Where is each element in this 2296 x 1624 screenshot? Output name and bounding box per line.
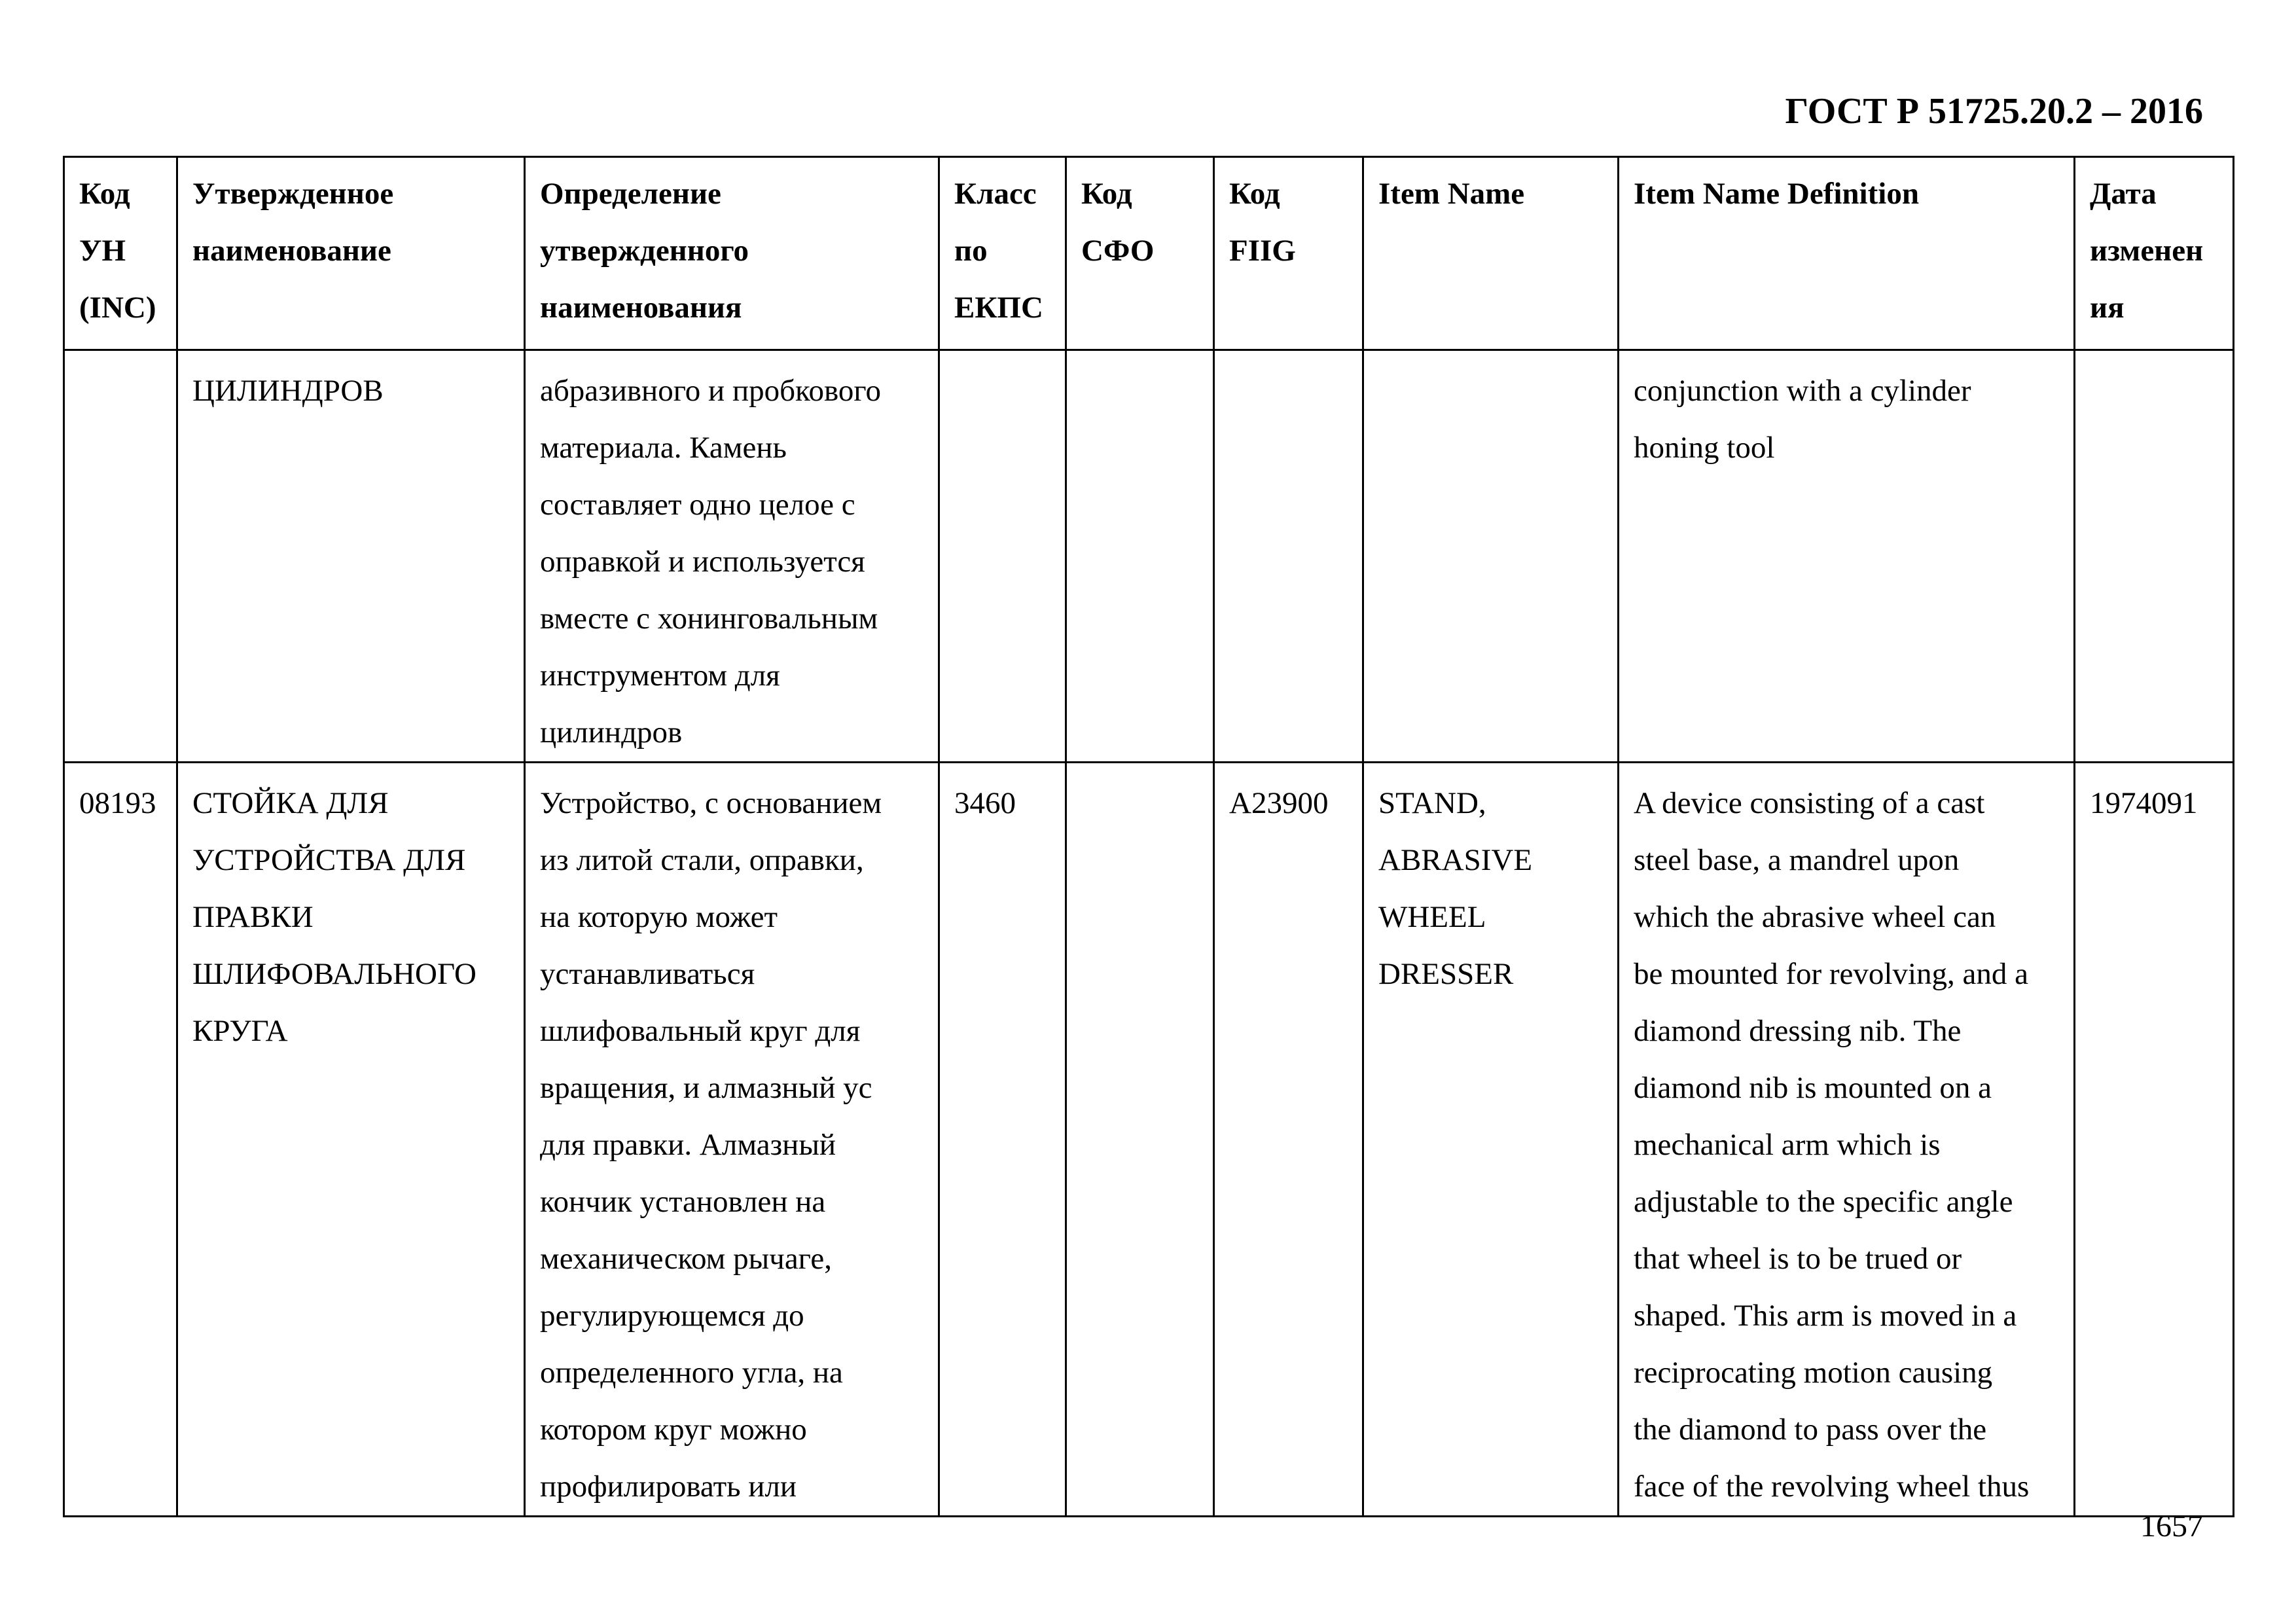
header-ekps-class: Класс по ЕКПС xyxy=(939,157,1066,350)
cell-inc xyxy=(64,350,177,763)
cell-class xyxy=(939,350,1066,763)
page-number: 1657 xyxy=(2140,1509,2203,1543)
header-item-name-definition: Item Name Definition xyxy=(1619,157,2075,350)
cell-definition: абразивного и пробкового материала. Камень составляет одно целое с оправкой и используется вместе с хонинговальным инструментом для цилиндров xyxy=(525,350,939,763)
cell-item-name xyxy=(1363,350,1619,763)
cell-class: 3460 xyxy=(939,763,1066,1517)
header-fiig-code: Код FIIG xyxy=(1214,157,1363,350)
cell-date xyxy=(2075,350,2234,763)
cell-fiig: A23900 xyxy=(1214,763,1363,1517)
cell-name: СТОЙКА ДЛЯ УСТРОЙСТВА ДЛЯ ПРАВКИ ШЛИФОВАЛЬНОГО КРУГА xyxy=(177,763,525,1517)
cell-sfo xyxy=(1066,763,1214,1517)
header-sfo-code: Код СФО xyxy=(1066,157,1214,350)
document-standard-title: ГОСТ Р 51725.20.2 – 2016 xyxy=(1785,91,2203,132)
header-item-name: Item Name xyxy=(1363,157,1619,350)
table-header-row xyxy=(64,157,2234,350)
header-inc-code: Код УН (INC) xyxy=(64,157,177,350)
cell-item-name: STAND, ABRASIVE WHEEL DRESSER xyxy=(1363,763,1619,1517)
cell-definition: Устройство, с основанием из литой стали, оправки, на которую может устанавливаться шлифовальный круг для вращения, и алмазный ус для правки. Алмазный кончик установлен на механическом рычаге, регулирующемся до определенного угла, на котором круг можно профилировать или xyxy=(525,763,939,1517)
classification-table xyxy=(63,156,2234,1517)
cell-name: ЦИЛИНДРОВ xyxy=(177,350,525,763)
table-row xyxy=(64,763,2234,1517)
cell-fiig xyxy=(1214,350,1363,763)
table-row-continued xyxy=(64,350,2234,763)
cell-item-definition: conjunction with a cylinder honing tool xyxy=(1619,350,2075,763)
cell-date: 1974091 xyxy=(2075,763,2234,1517)
header-approved-name: Утвержденное наименование xyxy=(177,157,525,350)
cell-inc: 08193 xyxy=(64,763,177,1517)
header-approved-name-definition: Определение утвержденного наименования xyxy=(525,157,939,350)
header-change-date: Дата изменен ия xyxy=(2075,157,2234,350)
cell-sfo xyxy=(1066,350,1214,763)
cell-item-definition: A device consisting of a cast steel base, a mandrel upon which the abrasive wheel can be mounted for revolving, and a diamond dressing nib. The diamond nib is mounted on a mechanical arm which is adjustable to the specific angle that wheel is to be trued or shaped. This arm is moved in a reciprocating motion causing the diamond to pass over the face of the revolving wheel thus xyxy=(1619,763,2075,1517)
